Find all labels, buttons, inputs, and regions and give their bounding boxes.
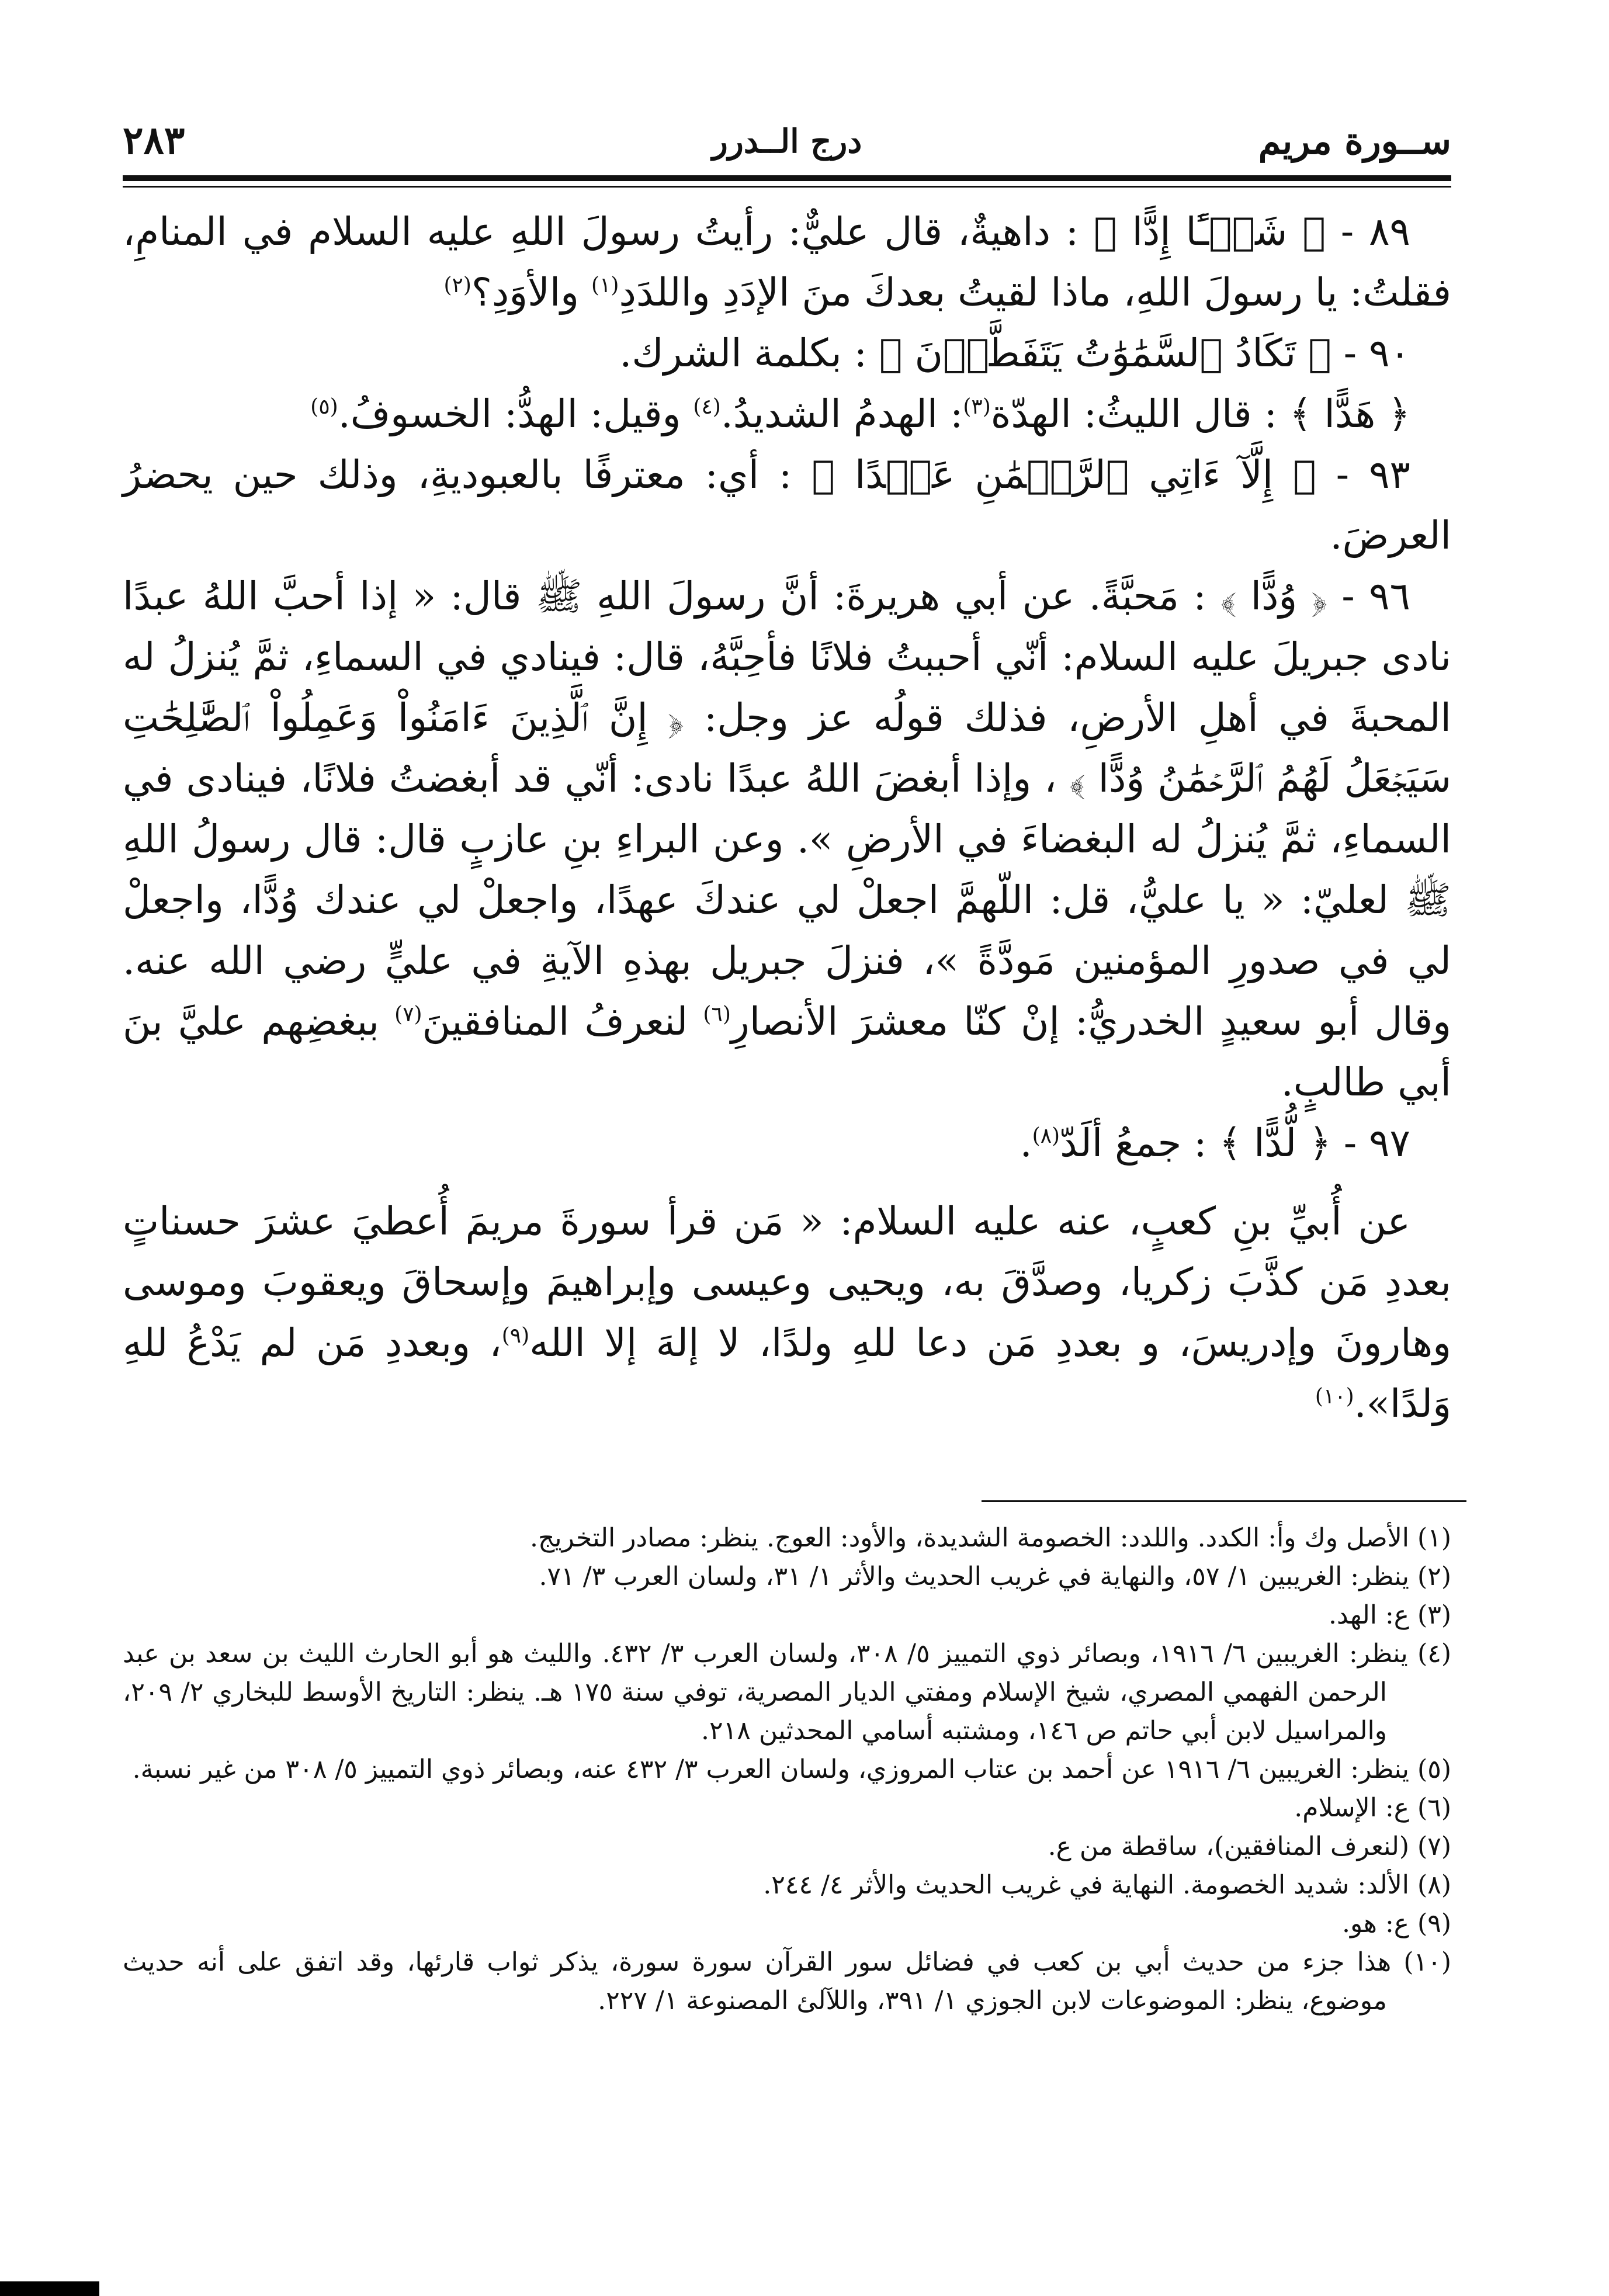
header-rule-thin <box>123 186 1451 188</box>
text-run: عن أُبيِّ بنِ كعبٍ، عنه عليه السلام: « مَن قرأ سورةَ مريمَ أُعطيَ عشرَ حسناتٍ بعددِ مَن كذَّبَ زكريا، وصدَّقَ به، ويحيى وعيسى وإبراهيمَ وإسحاقَ ويعقوبَ وموسى وهارونَ وإدريسَ، و بعددِ مَن دعا للهِ ولدًا، لا إلهَ إلا الله <box>123 1199 1452 1365</box>
footnote-ref[interactable]: (٩) <box>501 1324 530 1348</box>
footnote-ref[interactable]: (٢) <box>443 273 471 297</box>
paragraph-verse-96 <box>123 566 1451 1113</box>
footnote-item: (٢) ينظر: الغريبين ١/ ٥٧، والنهاية في غريب الحديث والأثر ١/ ٣١، ولسان العرب ٣/ ٧١. <box>539 1562 1451 1591</box>
footnote-item: (٨) الألد: شديد الخصومة. النهاية في غريب الحديث والأثر ٤/ ٢٤٤. <box>763 1870 1451 1900</box>
text-run: والأوَدِ؟ <box>471 270 592 315</box>
text-run: وقيل: الهدُّ: الخسوفُ. <box>338 391 693 436</box>
header-rule-thick <box>123 175 1451 181</box>
footnote-ref[interactable]: (٤) <box>693 395 721 419</box>
header-book-title: درج الــدرر <box>712 122 862 161</box>
text-run: : الهدمُ الشديدُ. <box>720 391 963 436</box>
footnote-item: (٤) ينظر: الغريبين ٦/ ١٩١٦، وبصائر ذوي التمييز ٥/ ٣٠٨، ولسان العرب ٣/ ٤٣٢. والليث هو أبو الحارث الليث بن سعد بن عبد الرحمن الفهمي المصري، شيخ الإسلام ومفتي الديار المصرية، توفي سنة ١٧٥ هـ. ينظر: التاريخ الأوسط للبخاري ٢/ ٢٠٩، والمراسيل لابن أبي حاتم ص ١٤٦، ومشتبه أسامي المحدثين ٢١٨. <box>123 1639 1452 1746</box>
text-run: ببغضِهم عليَّ بنَ أبي طالبٍ. <box>123 999 1451 1105</box>
footnote-ref[interactable]: (١) <box>591 273 619 297</box>
text-run: ﴿ هَدًّا ﴾ : قال الليثُ: الهدّة <box>990 391 1410 436</box>
footnote-ref[interactable]: (٨) <box>1032 1124 1060 1148</box>
footnotes <box>123 1519 1451 2020</box>
header-surah-title: ســورة مريم <box>1258 120 1451 162</box>
paragraph-hadith-ubayy <box>123 1191 1451 1434</box>
text-run: ٨٩ - ﴿ شَيۡـًٔا إِدًّا ﴾ : داهيةٌ، قال عليٌّ: رأيتُ رسولَ اللهِ عليه السلام في المنامِ، فقلتُ: يا رسولَ اللهِ، ماذا لقيتُ بعدكَ منَ الإدَدِ واللدَدِ <box>123 209 1451 315</box>
footnote-separator <box>982 1500 1466 1502</box>
footnote-item: (٣) ع: الهد. <box>1328 1600 1451 1630</box>
paragraph-verse-93: ٩٣ - ﴿ إِلَّآ ءَاتِي ٱلرَّحۡمَٰنِ عَبۡدًا ﴾ : أي: معترفًا بالعبوديةِ، وذلك حين يحضرُ العرضَ. <box>123 452 1451 558</box>
paragraph-hadda <box>123 384 1451 445</box>
footnote-ref[interactable]: (١٠) <box>1315 1385 1354 1409</box>
text-run: ٩٧ - ﴿ لُّدًّا ﴾ : جمعُ ألَدّ <box>1060 1121 1410 1166</box>
footnote-ref[interactable]: (٦) <box>703 1003 731 1026</box>
footnote-ref[interactable]: (٥) <box>310 395 338 419</box>
footnote-item: (١٠) هذا جزء من حديث أبي بن كعب في فضائل سور القرآن سورة سورة، يذكر ثواب قارئها، وقد اتفق على أنه حديث موضوع، ينظر: الموضوعات لابن الجوزي ١/ ٣٩١، واللآلئ المصنوعة ١/ ٢٢٧. <box>123 1947 1452 2016</box>
scan-edge-mark <box>0 2281 99 2296</box>
paragraph-verse-97 <box>123 1113 1451 1174</box>
text-run: لنعرفُ المنافقينَ <box>422 999 703 1044</box>
text-run: ٩٦ - ﴿ وُدًّا ﴾ : مَحبَّةً. عن أبي هريرةَ: أنَّ رسولَ اللهِ ﷺ قال: « إذا أحبَّ اللهُ عبدًا نادى جبريلَ عليه السلام: أنّي أحببتُ فلانًا فأحِبَّهُ، قال: فينادي في السماءِ، ثمَّ يُنزلُ له المحبةَ في أهلِ الأرضِ، فذلك قولُه عز وجل: ﴿ إِنَّ ٱلَّذِينَ ءَامَنُواْ وَعَمِلُواْ ٱلصَّٰلِحَٰتِ سَيَجۡعَلُ لَهُمُ ٱلرَّحۡمَٰنُ وُدًّا ﴾ ، وإذا أبغضَ اللهُ عبدًا نادى: أنّي قد أبغضتُ فلانًا، فينادى في السماءِ، ثمَّ يُنزلُ له البغضاءَ في الأرضِ ». وعن البراءِ بنِ عازبٍ قال: قال رسولُ اللهِ ﷺ لعليّ: « يا عليُّ، قل: اللّهمَّ اجعلْ لي عندكَ عهدًا، واجعلْ لي عندك وُدًّا، واجعلْ لي في صدورِ المؤمنين مَودَّةً »، فنزلَ جبريل بهذهِ الآيةِ في عليٍّ رضي الله عنه. وقال أبو سعيدٍ الخدريُّ: إنْ كنّا معشرَ الأنصارِ <box>123 574 1451 1044</box>
footnote-item: (٩) ع: هو. <box>1342 1909 1451 1938</box>
paragraph-verse-90: ٩٠ - ﴿ تَكَادُ ٱلسَّمَٰوَٰتُ يَتَفَطَّرۡنَ ﴾ : بكلمة الشرك. <box>619 331 1410 376</box>
paragraph-verse-89 <box>123 202 1451 323</box>
footnote-item: (٦) ع: الإسلام. <box>1294 1793 1451 1823</box>
footnote-item: (٧) (لنعرف المنافقين)، ساقطة من ع. <box>1048 1832 1451 1861</box>
text-run: . <box>1020 1121 1032 1166</box>
text-run: ، وبعددِ مَن لم يَدْعُ للهِ وَلدًا». <box>123 1320 1451 1426</box>
running-header <box>123 114 1451 172</box>
page-number: ٢٨٣ <box>123 117 185 163</box>
footnote-ref[interactable]: (٣) <box>963 395 991 419</box>
footnote-item: (٥) ينظر: الغريبين ٦/ ١٩١٦ عن أحمد بن عتاب المروزي، ولسان العرب ٣/ ٤٣٢ عنه، وبصائر ذوي التمييز ٥/ ٣٠٨ من غير نسبة. <box>132 1754 1451 1784</box>
main-text <box>123 202 1451 1434</box>
footnote-ref[interactable]: (٧) <box>394 1003 422 1026</box>
footnote-item: (١) الأصل وك وأ: الكدد. واللدد: الخصومة الشديدة، والأود: العوج. ينظر: مصادر التخريج. <box>530 1523 1451 1553</box>
